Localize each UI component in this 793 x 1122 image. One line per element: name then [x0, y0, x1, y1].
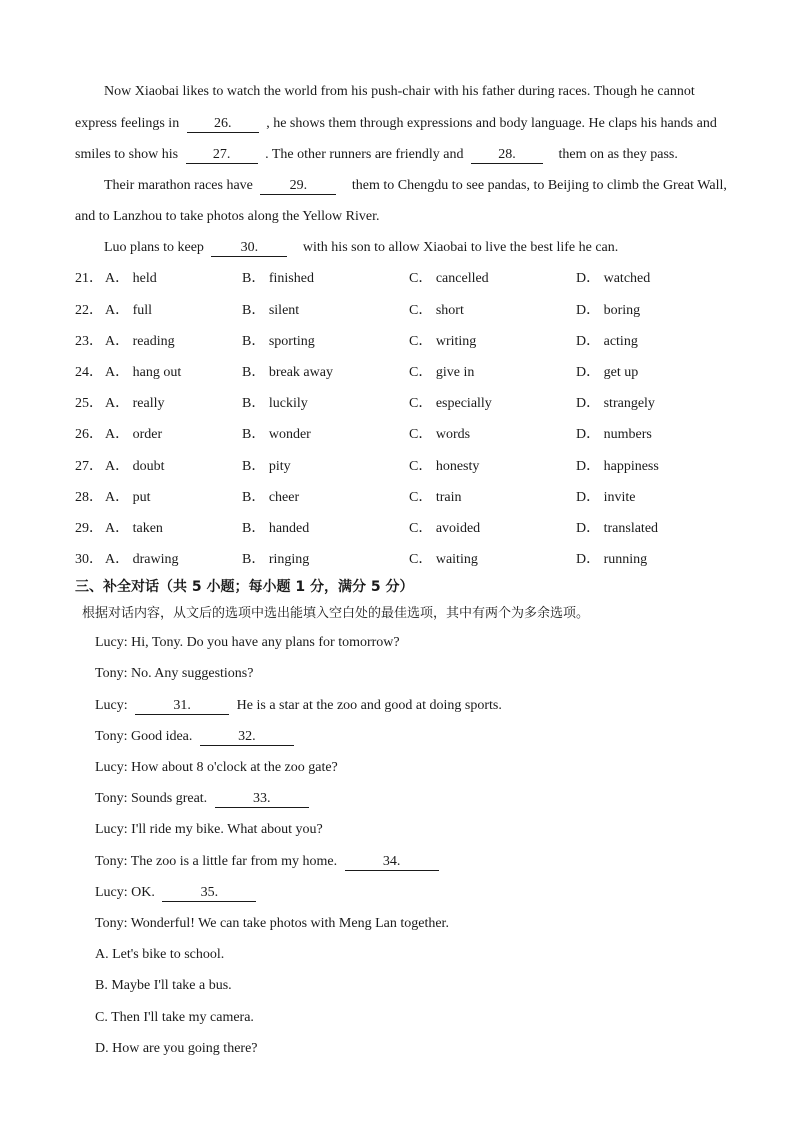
section-instruction: 根据对话内容，从文后的选项中选出能填入空白处的最佳选项，其中有两个为多余选项。 [82, 606, 590, 621]
dialogue-line [95, 697, 502, 715]
dialogue-line [95, 915, 449, 933]
passage-text: them on as they pass. [558, 147, 678, 162]
question-number: 23． [75, 334, 103, 349]
question-number: 29． [75, 521, 103, 536]
answer-blank-31[interactable]: 31. [135, 698, 229, 715]
dialogue-text: Tony: Good idea. [95, 729, 193, 744]
answer-blank-35[interactable]: 35. [162, 885, 256, 902]
question-number: 26． [75, 427, 103, 442]
passage-text: . The other runners are friendly and [265, 147, 464, 162]
passage-text: , he shows them through expressions and body language. He claps his hands and [266, 116, 717, 131]
option-d[interactable]: D． strangely [576, 396, 655, 411]
passage-text: and to Lanzhou to take photos along the Yellow River. [75, 209, 380, 224]
option-c[interactable]: C． waiting [409, 552, 478, 567]
passage-text: Now Xiaobai likes to watch the world from his push-chair with his father during races. Though he cannot [104, 84, 695, 99]
dialogue-line [95, 665, 253, 683]
option-d[interactable]: D． acting [576, 334, 638, 349]
question-27 [75, 458, 765, 476]
option-d[interactable]: D． numbers [576, 427, 652, 442]
question-29 [75, 520, 765, 538]
option-b[interactable]: B． silent [242, 303, 300, 318]
dialogue-line [95, 634, 400, 652]
option-a[interactable]: A． held [105, 271, 157, 286]
dialogue-line [95, 853, 443, 871]
question-number: 27． [75, 459, 103, 474]
option-a[interactable]: A． drawing [105, 552, 179, 567]
passage-text: express feelings in [75, 116, 180, 131]
option-a[interactable]: A． put [105, 490, 151, 505]
passage-text: with his son to allow Xiaobai to live the best life he can. [302, 240, 619, 255]
answer-blank-32[interactable]: 32. [200, 729, 294, 746]
option-a[interactable]: A． hang out [105, 365, 182, 380]
option-b[interactable]: B． wonder [242, 427, 311, 442]
passage-text: Luo plans to keep [104, 240, 204, 255]
passage-line [75, 208, 379, 226]
dialogue-line [95, 728, 298, 746]
passage-line [104, 83, 695, 101]
passage-line [104, 177, 727, 195]
option-a[interactable]: A． doubt [105, 459, 165, 474]
dialogue-line [95, 759, 338, 777]
choice-c[interactable]: C. Then I'll take my camera. [95, 1010, 254, 1025]
option-c[interactable]: C． give in [409, 365, 475, 380]
question-number: 30． [75, 552, 103, 567]
dialogue-line [95, 821, 323, 839]
passage-line [104, 239, 618, 257]
answer-blank-34[interactable]: 34. [345, 854, 439, 871]
answer-blank-29[interactable]: 29. [260, 178, 336, 195]
choice-b[interactable]: B. Maybe I'll take a bus. [95, 978, 232, 993]
answer-blank-26[interactable]: 26. [187, 116, 259, 133]
option-d[interactable]: D． happiness [576, 459, 659, 474]
question-number: 21． [75, 271, 103, 286]
option-a[interactable]: A． order [105, 427, 163, 442]
answer-blank-28[interactable]: 28. [471, 147, 543, 164]
dialogue-line [95, 790, 313, 808]
option-c[interactable]: C． train [409, 490, 462, 505]
option-c[interactable]: C． honesty [409, 459, 480, 474]
option-b[interactable]: B． handed [242, 521, 310, 536]
answer-blank-27[interactable]: 27. [186, 147, 258, 164]
option-c[interactable]: C． cancelled [409, 271, 489, 286]
option-a[interactable]: A． really [105, 396, 165, 411]
option-d[interactable]: D． get up [576, 365, 639, 380]
passage-line [75, 146, 678, 164]
question-30 [75, 551, 765, 569]
question-number: 24． [75, 365, 103, 380]
dialogue-text: Lucy: OK. [95, 885, 155, 900]
option-c[interactable]: C． especially [409, 396, 492, 411]
question-25 [75, 395, 765, 413]
dialogue-text: Lucy: [95, 698, 128, 713]
option-b[interactable]: B． sporting [242, 334, 315, 349]
question-number: 28． [75, 490, 103, 505]
option-b[interactable]: B． cheer [242, 490, 300, 505]
option-c[interactable]: C． short [409, 303, 464, 318]
option-d[interactable]: D． running [576, 552, 648, 567]
passage-line [75, 115, 717, 133]
option-c[interactable]: C． writing [409, 334, 477, 349]
question-22 [75, 302, 765, 320]
answer-blank-33[interactable]: 33. [215, 791, 309, 808]
passage-text: them to Chengdu to see pandas, to Beijing to climb the Great Wall, [351, 178, 727, 193]
answer-blank-30[interactable]: 30. [211, 240, 287, 257]
option-b[interactable]: B． ringing [242, 552, 310, 567]
dialogue-text: He is a star at the zoo and good at doing sports. [236, 698, 502, 713]
option-b[interactable]: B． break away [242, 365, 333, 380]
option-b[interactable]: B． luckily [242, 396, 308, 411]
option-a[interactable]: A． reading [105, 334, 175, 349]
option-d[interactable]: D． watched [576, 271, 651, 286]
question-26 [75, 426, 765, 444]
dialogue-text: Tony: The zoo is a little far from my home. [95, 854, 338, 869]
option-d[interactable]: D． boring [576, 303, 641, 318]
question-28 [75, 489, 765, 507]
dialogue-text: Tony: No. Any suggestions? [95, 666, 254, 681]
passage-text: Their marathon races have [104, 178, 253, 193]
option-d[interactable]: D． translated [576, 521, 659, 536]
option-a[interactable]: A． taken [105, 521, 163, 536]
dialogue-text: Lucy: I'll ride my bike. What about you? [95, 822, 323, 837]
question-number: 22． [75, 303, 103, 318]
option-d[interactable]: D． invite [576, 490, 636, 505]
option-b[interactable]: B． pity [242, 459, 291, 474]
option-c[interactable]: C． words [409, 427, 471, 442]
question-number: 25． [75, 396, 103, 411]
dialogue-text: Tony: Wonderful! We can take photos with Meng Lan together. [95, 916, 449, 931]
option-b[interactable]: B． finished [242, 271, 314, 286]
dialogue-text: Lucy: Hi, Tony. Do you have any plans for tomorrow? [95, 635, 400, 650]
question-23 [75, 333, 765, 351]
passage-text: smiles to show his [75, 147, 179, 162]
section-heading: 三、补全对话（共 5 小题；每小题 1 分，满分 5 分） [75, 579, 414, 595]
choice-a[interactable]: A. Let's bike to school. [95, 947, 225, 962]
question-24 [75, 364, 765, 382]
dialogue-text: Lucy: How about 8 o'clock at the zoo gate? [95, 760, 338, 775]
dialogue-line [95, 884, 260, 902]
option-c[interactable]: C． avoided [409, 521, 481, 536]
dialogue-text: Tony: Sounds great. [95, 791, 208, 806]
question-21 [75, 270, 765, 288]
choice-d[interactable]: D. How are you going there? [95, 1041, 258, 1056]
option-a[interactable]: A． full [105, 303, 153, 318]
